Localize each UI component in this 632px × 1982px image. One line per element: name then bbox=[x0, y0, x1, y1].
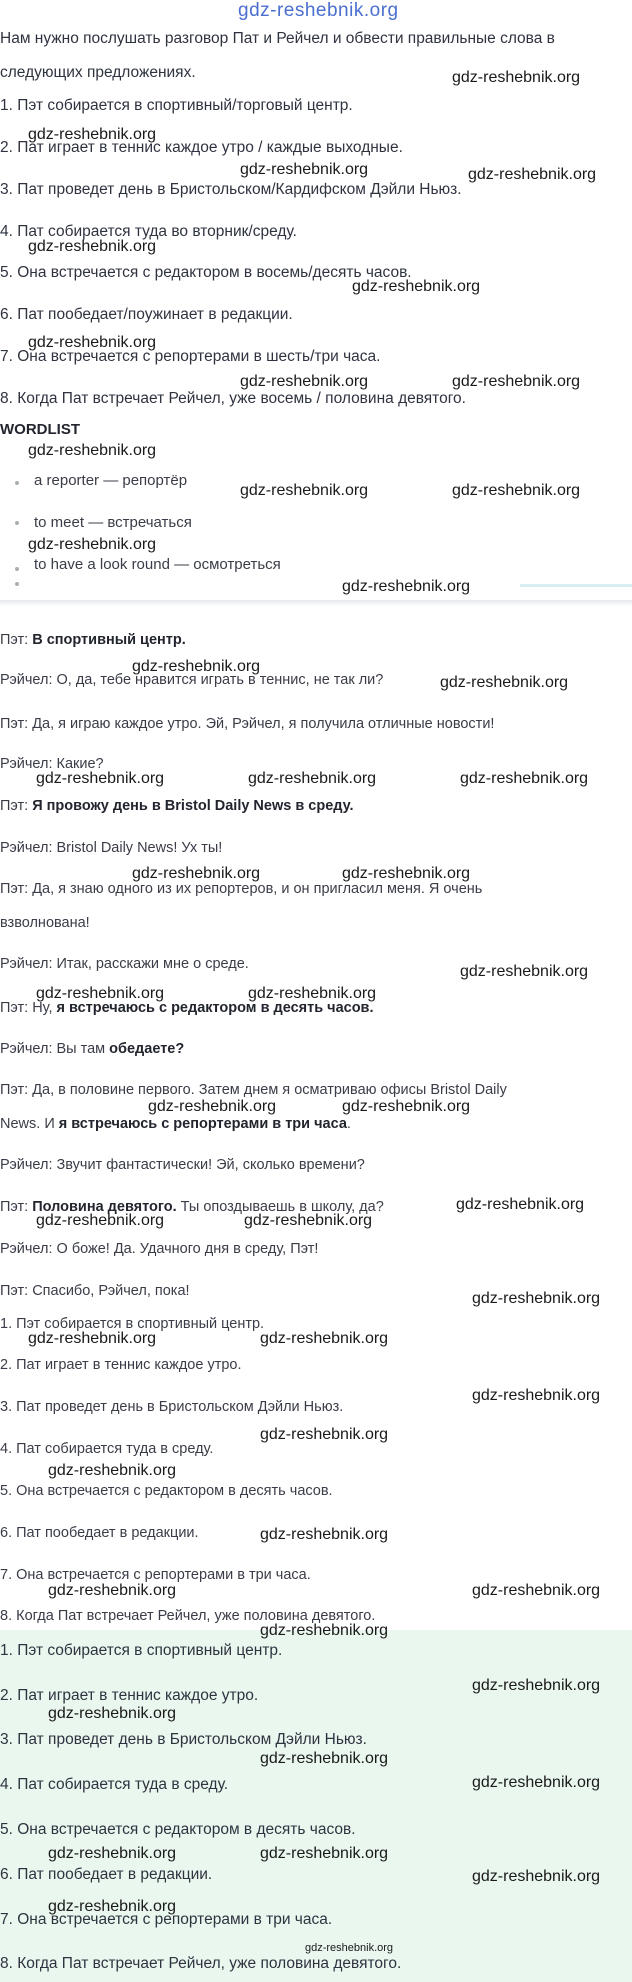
answer-item: 4. Пат собирается туда в среду. bbox=[0, 1441, 214, 1457]
watermark-text: gdz-reshebnik.org bbox=[260, 1845, 389, 1862]
watermark-text: gdz-reshebnik.org bbox=[260, 1750, 389, 1767]
watermark-text: gdz-reshebnik.org bbox=[472, 1868, 601, 1885]
watermark-text: gdz-reshebnik.org bbox=[456, 1196, 585, 1213]
answer-item: 3. Пат проведет день в Бристольском Дэйли Ньюз. bbox=[0, 1399, 344, 1415]
watermark-text: gdz-reshebnik.org bbox=[352, 278, 481, 295]
watermark-text: gdz-reshebnik.org bbox=[48, 1705, 177, 1722]
answer-item: 6. Пат пообедает в редакции. bbox=[0, 1525, 199, 1541]
watermark-text: gdz-reshebnik.org bbox=[440, 674, 569, 691]
dialogue-line: Пэт: Ну, я встречаюсь с редактором в десять часов. bbox=[0, 1000, 374, 1016]
task-intro-line-1: Нам нужно послушать разговор Пат и Рейчел и обвести правильные слова в bbox=[0, 30, 555, 47]
watermark-text: gdz-reshebnik.org bbox=[342, 1098, 471, 1115]
watermark-text: gdz-reshebnik.org bbox=[452, 482, 581, 499]
watermark-text: gdz-reshebnik.org bbox=[28, 126, 157, 143]
dialogue-line: Рэйчел: О боже! Да. Удачного дня в среду, Пэт! bbox=[0, 1241, 319, 1257]
watermark-text: gdz-reshebnik.org bbox=[468, 166, 597, 183]
watermark-text: gdz-reshebnik.org bbox=[342, 578, 471, 595]
watermark-text: gdz-reshebnik.org bbox=[248, 985, 377, 1002]
final-answer-item: 6. Пат пообедает в редакции. bbox=[0, 1866, 213, 1883]
dialogue-line: Пэт: Да, я знаю одного из их репортеров, и он пригласил меня. Я очень bbox=[0, 881, 483, 897]
watermark-text: gdz-reshebnik.org bbox=[452, 373, 581, 390]
watermark-text: gdz-reshebnik.org bbox=[28, 442, 157, 459]
watermark-text: gdz-reshebnik.org bbox=[472, 1774, 601, 1791]
watermark-text: gdz-reshebnik.org bbox=[132, 865, 261, 882]
dialogue-line: Рэйчел: Вы там обедаете? bbox=[0, 1041, 185, 1057]
watermark-text: gdz-reshebnik.org bbox=[260, 1426, 389, 1443]
dialogue-line: Пэт: В спортивный центр. bbox=[0, 632, 186, 648]
watermark-text: gdz-reshebnik.org bbox=[48, 1898, 177, 1915]
task-item: 5. Она встречается с редактором в восемь/десять часов. bbox=[0, 264, 412, 281]
answer-item: 5. Она встречается с редактором в десять часов. bbox=[0, 1483, 333, 1499]
dialogue-line: News. И я встречаюсь с репортерами в три часа. bbox=[0, 1116, 351, 1132]
watermark-text: gdz-reshebnik.org bbox=[472, 1290, 601, 1307]
section-divider-accent bbox=[520, 584, 632, 587]
task-item: 2. Пат играет в теннис каждое утро / каждые выходные. bbox=[0, 139, 403, 156]
watermark-text: gdz-reshebnik.org bbox=[28, 238, 157, 255]
task-item: 1. Пэт собирается в спортивный/торговый центр. bbox=[0, 97, 353, 114]
bullet-icon bbox=[15, 582, 19, 586]
watermark-text: gdz-reshebnik.org bbox=[36, 985, 165, 1002]
dialogue-line: Пэт: Да, я играю каждое утро. Эй, Рэйчел, я получила отличные новости! bbox=[0, 716, 495, 732]
watermark-text: gdz-reshebnik.org bbox=[48, 1582, 177, 1599]
watermark-text: gdz-reshebnik.org bbox=[260, 1622, 389, 1639]
watermark-text: gdz-reshebnik.org bbox=[28, 536, 157, 553]
watermark-text: gdz-reshebnik.org bbox=[48, 1462, 177, 1479]
task-intro-line-2: следующих предложениях. bbox=[0, 64, 196, 81]
bullet-icon bbox=[15, 521, 19, 525]
bullet-icon bbox=[15, 567, 19, 571]
task-item: 7. Она встречается с репортерами в шесть/три часа. bbox=[0, 348, 381, 365]
dialogue-line: Пэт: Спасибо, Рэйчел, пока! bbox=[0, 1283, 190, 1299]
answer-item: 1. Пэт собирается в спортивный центр. bbox=[0, 1316, 265, 1332]
watermark-text: gdz-reshebnik.org bbox=[452, 69, 581, 86]
watermark-text: gdz-reshebnik.org bbox=[305, 1942, 394, 1954]
wordlist-item: a reporter — репортёр bbox=[34, 472, 188, 489]
watermark-text: gdz-reshebnik.org bbox=[342, 865, 471, 882]
bullet-icon bbox=[15, 481, 19, 485]
dialogue-line: Рэйчел: Какие? bbox=[0, 756, 104, 772]
watermark-text: gdz-reshebnik.org bbox=[240, 482, 369, 499]
dialogue-line: Рэйчел: Bristol Daily News! Ух ты! bbox=[0, 840, 223, 856]
wordlist-item: to meet — встречаться bbox=[34, 514, 192, 531]
watermark-text: gdz-reshebnik.org bbox=[148, 1098, 277, 1115]
watermark-text: gdz-reshebnik.org bbox=[132, 658, 261, 675]
task-item: 4. Пат собирается туда во вторник/среду. bbox=[0, 223, 297, 240]
answer-item: 8. Когда Пат встречает Рейчел, уже половина девятого. bbox=[0, 1608, 376, 1624]
final-answer-item: 2. Пат играет в теннис каждое утро. bbox=[0, 1687, 259, 1704]
watermark-text: gdz-reshebnik.org bbox=[472, 1582, 601, 1599]
watermark-text: gdz-reshebnik.org bbox=[260, 1330, 389, 1347]
dialogue-line: Рэйчел: Звучит фантастически! Эй, сколько времени? bbox=[0, 1157, 365, 1173]
watermark-text: gdz-reshebnik.org bbox=[244, 1212, 373, 1229]
watermark-text: gdz-reshebnik.org bbox=[460, 963, 589, 980]
watermark-text: gdz-reshebnik.org bbox=[28, 334, 157, 351]
wordlist-item: to have a look round — осмотреться bbox=[34, 556, 281, 573]
watermark-text: gdz-reshebnik.org bbox=[460, 770, 589, 787]
watermark-text: gdz-reshebnik.org bbox=[260, 1526, 389, 1543]
watermark-text: gdz-reshebnik.org bbox=[36, 1212, 165, 1229]
watermark-text: gdz-reshebnik.org bbox=[240, 161, 369, 178]
final-answer-item: 7. Она встречается с репортерами в три часа. bbox=[0, 1911, 333, 1928]
final-answer-item: 4. Пат собирается туда в среду. bbox=[0, 1776, 229, 1793]
watermark-text: gdz-reshebnik.org bbox=[48, 1845, 177, 1862]
dialogue-line: Пэт: Да, в половине первого. Затем днем я осматриваю офисы Bristol Daily bbox=[0, 1082, 507, 1098]
dialogue-line: Пэт: Половина девятого. Ты опоздываешь в школу, да? bbox=[0, 1199, 384, 1215]
dialogue-line: Пэт: Я провожу день в Bristol Daily News в среду. bbox=[0, 798, 354, 814]
final-answer-item: 5. Она встречается с редактором в десять часов. bbox=[0, 1821, 356, 1838]
answer-item: 2. Пат играет в теннис каждое утро. bbox=[0, 1357, 242, 1373]
watermark-text: gdz-reshebnik.org bbox=[472, 1387, 601, 1404]
watermark-text: gdz-reshebnik.org bbox=[248, 770, 377, 787]
watermark-text: gdz-reshebnik.org bbox=[28, 1330, 157, 1347]
watermark-text: gdz-reshebnik.org bbox=[36, 770, 165, 787]
final-answer-item: 3. Пат проведет день в Бристольском Дэйли Ньюз. bbox=[0, 1731, 367, 1748]
final-answer-item: 8. Когда Пат встречает Рейчел, уже половина девятого. bbox=[0, 1955, 402, 1972]
section-divider bbox=[0, 600, 632, 606]
header-watermark: gdz-reshebnik.org bbox=[238, 0, 399, 21]
watermark-text: gdz-reshebnik.org bbox=[472, 1677, 601, 1694]
watermark-text: gdz-reshebnik.org bbox=[240, 373, 369, 390]
task-item: 8. Когда Пат встречает Рейчел, уже восемь / половина девятого. bbox=[0, 390, 466, 407]
final-answer-item: 1. Пэт собирается в спортивный центр. bbox=[0, 1642, 283, 1659]
task-item: 3. Пат проведет день в Бристольском/Кардифском Дэйли Ньюз. bbox=[0, 181, 462, 198]
dialogue-line: взволнована! bbox=[0, 915, 90, 931]
task-item: 6. Пат пообедает/поужинает в редакции. bbox=[0, 306, 293, 323]
dialogue-line: Рэйчел: О, да, тебе нравится играть в теннис, не так ли? bbox=[0, 672, 384, 688]
wordlist-title: WORDLIST bbox=[0, 421, 80, 438]
dialogue-line: Рэйчел: Итак, расскажи мне о среде. bbox=[0, 956, 249, 972]
answer-item: 7. Она встречается с репортерами в три часа. bbox=[0, 1567, 311, 1583]
